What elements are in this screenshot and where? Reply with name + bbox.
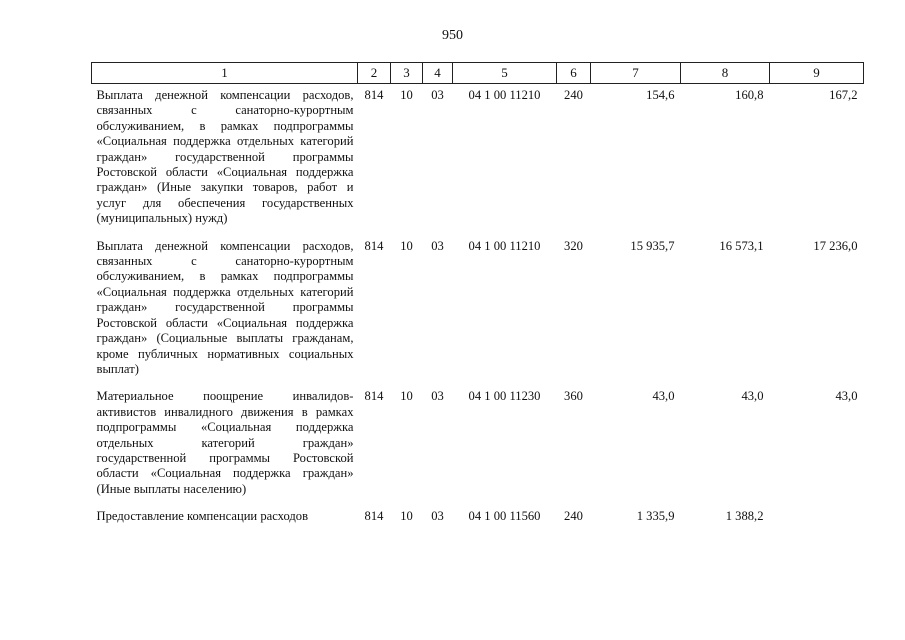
row-ministry-code: 814 (364, 389, 384, 404)
row-ministry-code: 814 (364, 88, 384, 102)
row-expense-type: 360 (564, 389, 583, 404)
row-amount-col8: 160,8 (735, 88, 764, 102)
row-amount-col9: 17 236,0 (813, 238, 858, 253)
row-description: Материальное поощрение инвалидов-активистов инвалидного движения в рамках подпрограммы «Социальная поддержка отдельных категорий граждан» государственной программы Ростовской области «Социальная поддержка граждан» (Иные выплаты населению) (96, 389, 354, 496)
header-col-4: 4 (423, 63, 453, 84)
row-amount-col8: 1 388,2 (725, 509, 764, 524)
row-description: Выплата денежной компенсации расходов, связанных с санаторно-курортным обслуживанием, в рамках подпрограммы «Социальная поддержка отдельных категорий граждан» государственной программы Ростовской области «Социальная поддержка граждан» (Иные закупки товаров, работ и услуг для обеспечения государственных (муниципальных) нужд) (96, 88, 354, 226)
row-amount-col8: 43,0 (741, 389, 764, 404)
row-target-article: 04 1 00 11210 (468, 238, 541, 253)
table-row (92, 505, 864, 528)
row-section-code: 10 (400, 88, 413, 102)
header-col-3: 3 (391, 63, 423, 84)
row-amount-col7: 1 335,9 (636, 509, 675, 524)
header-col-7: 7 (591, 63, 681, 84)
row-description: Выплата денежной компенсации расходов, связанных с санаторно-курортным обслуживанием, в рамках подпрограммы «Социальная поддержка отдельных категорий граждан» государственной программы Ростовской области «Социальная поддержка граждан» (Социальные выплаты гражданам, кроме публичных нормативных социальных выплат) (96, 238, 354, 376)
row-target-article: 04 1 00 11210 (468, 88, 541, 102)
row-section-code: 10 (400, 389, 413, 404)
header-col-8: 8 (681, 63, 770, 84)
header-col-6: 6 (557, 63, 591, 84)
row-amount-col9 (770, 505, 864, 528)
row-section-code: 10 (400, 509, 413, 524)
row-amount-col9: 167,2 (829, 88, 858, 102)
budget-table (91, 62, 864, 529)
table-row (92, 84, 864, 235)
row-description: Предоставление компенсации расходов (96, 509, 309, 524)
row-amount-col7: 15 935,7 (630, 238, 675, 253)
row-target-article: 04 1 00 11560 (468, 509, 541, 524)
row-amount-col7: 154,6 (646, 88, 675, 102)
table-row (92, 235, 864, 386)
row-subsection-code: 03 (431, 88, 444, 102)
row-subsection-code: 03 (431, 509, 444, 524)
table-header-row (92, 63, 864, 84)
row-ministry-code: 814 (364, 238, 384, 253)
row-section-code: 10 (400, 238, 413, 253)
row-subsection-code: 03 (431, 238, 444, 253)
row-expense-type: 320 (564, 238, 583, 253)
row-amount-col9: 43,0 (835, 389, 858, 404)
row-expense-type: 240 (564, 509, 583, 524)
header-col-9: 9 (770, 63, 864, 84)
row-ministry-code: 814 (364, 509, 384, 524)
header-col-1: 1 (92, 63, 358, 84)
header-col-2: 2 (358, 63, 391, 84)
row-target-article: 04 1 00 11230 (468, 389, 541, 404)
header-col-5: 5 (453, 63, 557, 84)
table-row (92, 385, 864, 505)
row-expense-type: 240 (564, 88, 583, 102)
row-amount-col8: 16 573,1 (719, 238, 764, 253)
row-subsection-code: 03 (431, 389, 444, 404)
row-amount-col7: 43,0 (652, 389, 675, 404)
page-number: 950 (442, 28, 463, 43)
